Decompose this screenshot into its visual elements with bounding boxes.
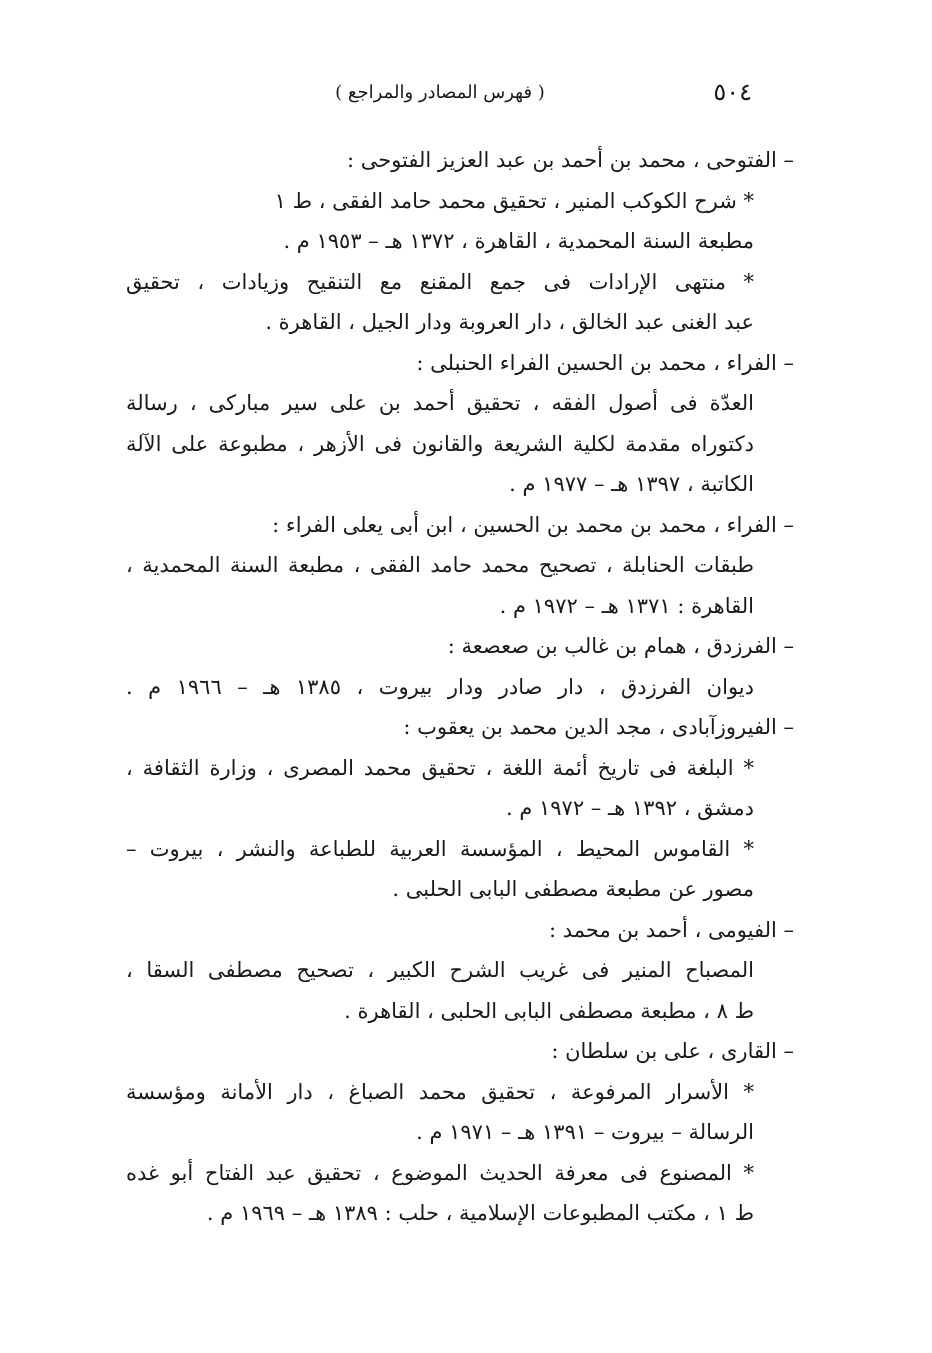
bib-author-line: – الفراء ، محمد بن محمد بن الحسين ، ابن أبى يعلى الفراء : xyxy=(272,512,794,537)
running-title: ( فهرس المصادر والمراجع ) xyxy=(335,82,545,103)
bib-entry-line: الرسالة – بيروت – ١٣٩١ هـ – ١٩٧١ م . xyxy=(416,1120,754,1144)
bib-entry-line: * المصنوع فى معرفة الحديث الموضوع ، تحقيق عبد الفتاح أبو غده xyxy=(126,1160,754,1185)
page-number: ٥٠٤ xyxy=(713,78,752,106)
bib-author-line: – الفرزدق ، همام بن غالب بن صعصعة : xyxy=(447,634,794,658)
bib-entry-line: الكاتبة ، ١٣٩٧ هـ – ١٩٧٧ م . xyxy=(509,472,754,496)
bib-entry-line: مصور عن مطبعة مصطفى البابى الحلبى . xyxy=(392,877,754,901)
bib-author-line: – الفراء ، محمد بن الحسين الفراء الحنبلى : xyxy=(416,350,794,375)
bib-entry-line: * البلغة فى تاريخ أئمة اللغة ، تحقيق محمد المصرى ، وزارة الثقافة ، xyxy=(126,755,754,780)
page-header xyxy=(120,78,760,114)
bib-entry-line: * الأسرار المرفوعة ، تحقيق محمد الصباغ ، دار الأمانة ومؤسسة xyxy=(126,1079,754,1104)
bib-entry-line: * منتهى الإرادات فى جمع المقنع مع التنقيح وزيادات ، تحقيق xyxy=(126,269,754,294)
bib-entry-line: * شرح الكوكب المنير ، تحقيق محمد حامد الفقى ، ط ١ xyxy=(274,188,754,213)
bibliography-text xyxy=(126,140,794,1234)
bib-entry-line: عبد الغنى عبد الخالق ، دار العروبة ودار الجيل ، القاهرة . xyxy=(265,310,754,334)
bib-entry-line: القاهرة : ١٣٧١ هـ – ١٩٧٢ م . xyxy=(499,593,754,618)
bib-entry-line: مطبعة السنة المحمدية ، القاهرة ، ١٣٧٢ هـ – ١٩٥٣ م . xyxy=(283,229,754,253)
bib-author-line: – الفتوحى ، محمد بن أحمد بن عبد العزيز الفتوحى : xyxy=(346,148,794,172)
bib-entry-line: ط ١ ، مكتب المطبوعات الإسلامية ، حلب : ١٣٨٩ هـ – ١٩٦٩ م . xyxy=(206,1201,754,1225)
bib-entry-line: العدّة فى أصول الفقه ، تحقيق أحمد بن على سير مباركى ، رسالة xyxy=(126,391,754,415)
bib-entry-line: ط ٨ ، مطبعة مصطفى البابى الحلبى ، القاهرة . xyxy=(344,998,754,1023)
bib-entry-line: دمشق ، ١٣٩٢ هـ – ١٩٧٢ م . xyxy=(505,796,754,820)
bib-entry-line: ديوان الفرزدق ، دار صادر ودار بيروت ، ١٣٨٥ هـ – ١٩٦٦ م . xyxy=(126,674,754,699)
bib-author-line: – القارى ، على بن سلطان : xyxy=(551,1039,794,1063)
bib-entry-line: * القاموس المحيط ، المؤسسة العربية للطباعة والنشر ، بيروت – xyxy=(126,836,754,861)
bib-author-line: – الفيومى ، أحمد بن محمد : xyxy=(549,917,794,942)
bib-author-line: – الفيروزآبادى ، مجد الدين محمد بن يعقوب : xyxy=(403,715,794,739)
bib-entry-line: دكتوراه مقدمة لكلية الشريعة والقانون فى الأزهر ، مطبوعة على الآلة xyxy=(126,431,754,456)
bib-entry-line: طبقات الحنابلة ، تصحيح محمد حامد الفقى ، مطبعة السنة المحمدية ، xyxy=(126,553,754,577)
bib-entry-line: المصباح المنير فى غريب الشرح الكبير ، تصحيح مصطفى السقا ، xyxy=(126,958,754,982)
